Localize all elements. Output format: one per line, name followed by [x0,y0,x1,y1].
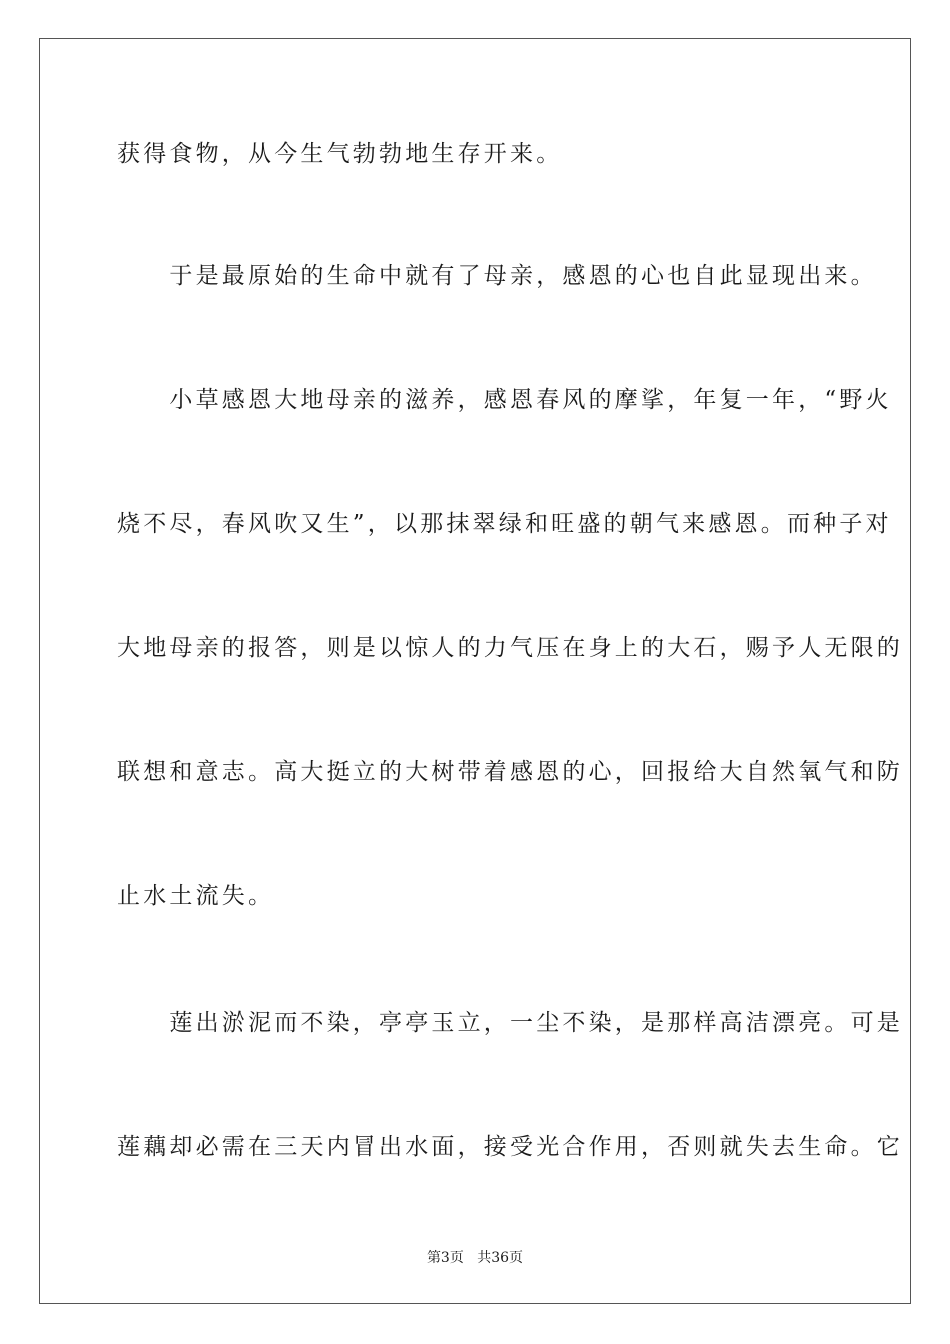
page-footer [0,1248,950,1268]
footer-spacer [464,1250,477,1266]
text-line-3: 小草感恩大地母亲的滋养，感恩春风的摩挲，年复一年，“野火 [117,387,892,413]
text-line-2: 于是最原始的生命中就有了母亲，感恩的心也自此显现出来。 [117,263,877,289]
text-line-5: 大地母亲的报答，则是以惊人的力气压在身上的大石，赐予人无限的 [117,635,903,661]
page-number: 第3页 [426,1250,464,1266]
text-line-8: 莲出淤泥而不染，亭亭玉立，一尘不染，是那样高洁漂亮。可是 [117,1010,903,1036]
text-line-4: 烧不尽，春风吹又生”，以那抹翠绿和旺盛的朝气来感恩。而种子对 [117,511,892,537]
page-border [39,38,911,1304]
text-line-1: 获得食物，从今生气勃勃地生存开来。 [117,141,563,167]
text-line-7: 止水土流失。 [117,883,275,909]
page-total: 共36页 [477,1250,524,1266]
text-line-9: 莲藕却必需在三天内冒出水面，接受光合作用，否则就失去生命。它 [117,1134,903,1160]
text-line-6: 联想和意志。高大挺立的大树带着感恩的心，回报给大自然氧气和防 [117,759,903,785]
